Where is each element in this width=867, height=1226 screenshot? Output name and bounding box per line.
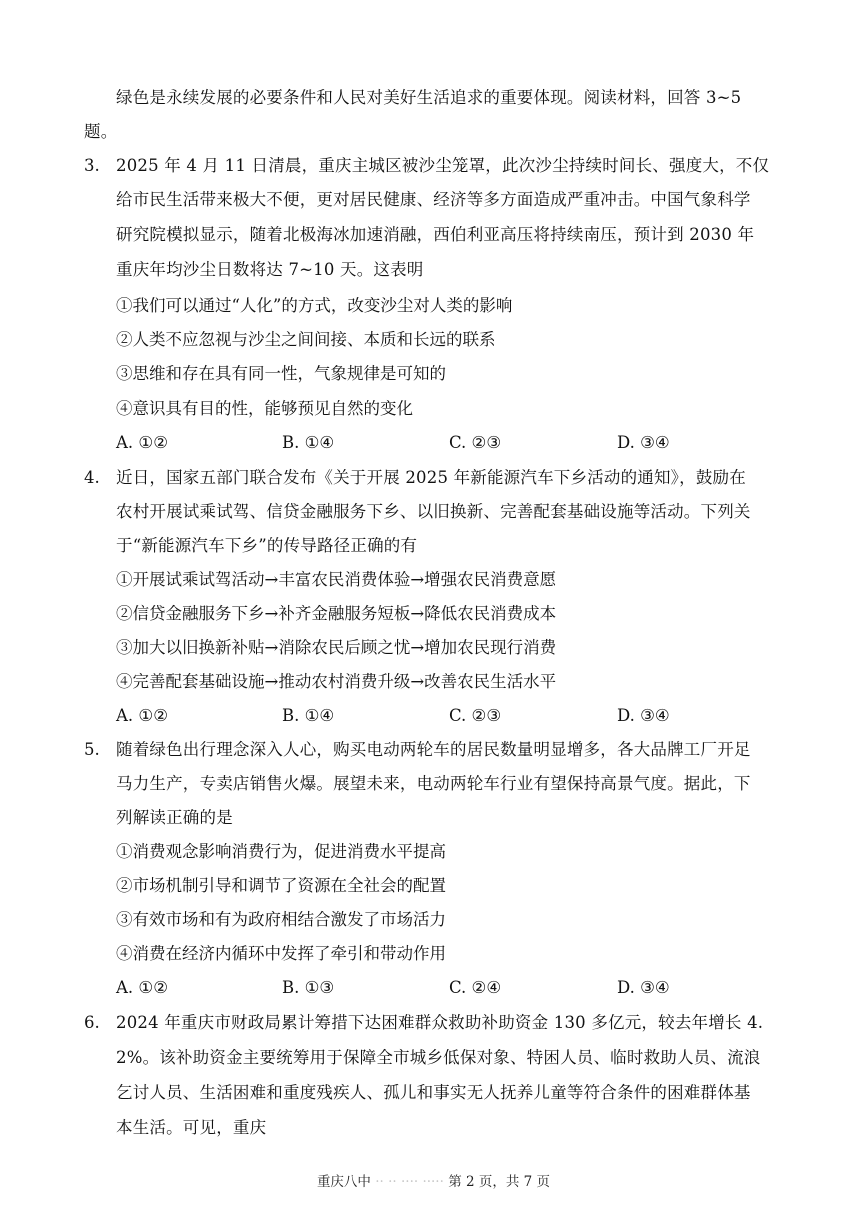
question-text-line: 本生活。可见，重庆 xyxy=(116,1118,267,1137)
statement-3: ③有效市场和有为政府相结合激发了市场活力 xyxy=(116,910,446,929)
statement-1: ①我们可以通过“人化”的方式，改变沙尘对人类的影响 xyxy=(116,296,513,315)
question-text-line: 研究院模拟显示，随着北极海冰加速消融，西伯利亚高压将持续南压，预计到 2030 年 xyxy=(116,225,755,244)
question-number: 5. xyxy=(84,740,100,759)
footer-page-number: 第 2 页，共 7 页 xyxy=(448,1174,551,1190)
choice-c: C. ②③ xyxy=(449,706,502,725)
statement-2: ②市场机制引导和调节了资源在全社会的配置 xyxy=(116,876,446,895)
statement-1: ①开展试乘试驾活动→丰富农民消费体验→增强农民消费意愿 xyxy=(116,570,557,589)
question-text-line: 列解读正确的是 xyxy=(116,808,233,827)
question-text-line: 马力生产，专卖店销售火爆。展望未来，电动两轮车行业有望保持高景气度。据此，下 xyxy=(116,774,751,793)
choice-c: C. ②③ xyxy=(449,433,502,452)
statement-4: ④完善配套基础设施→推动农村消费升级→改善农民生活水平 xyxy=(116,672,557,691)
choice-a: A. ①② xyxy=(116,433,168,452)
statement-2: ②信贷金融服务下乡→补齐金融服务短板→降低农民消费成本 xyxy=(116,604,557,623)
choice-b: B. ①③ xyxy=(282,978,335,997)
question-text-line: 重庆年均沙尘日数将达 7~10 天。这表明 xyxy=(116,260,424,279)
question-text-line: 于“新能源汽车下乡”的传导路径正确的有 xyxy=(116,536,418,555)
statement-2: ②人类不应忽视与沙尘之间间接、本质和长远的联系 xyxy=(116,330,496,349)
intro-line-2: 题。 xyxy=(84,122,118,141)
choice-b: B. ①④ xyxy=(282,433,335,452)
question-text-line: 随着绿色出行理念深入人心，购买电动两轮车的居民数量明显增多，各大品牌工厂开足 xyxy=(116,740,751,759)
question-text-line: 给市民生活带来极大不便，更对居民健康、经济等多方面造成严重冲击。中国气象科学 xyxy=(116,190,751,209)
choice-a: A. ①② xyxy=(116,706,168,725)
intro-line-1: 绿色是永续发展的必要条件和人民对美好生活追求的重要体现。阅读材料，回答 3~5 xyxy=(116,88,742,107)
choice-b: B. ①④ xyxy=(282,706,335,725)
question-text-line: 乞讨人员、生活困难和重度残疾人、孤儿和事实无人抚养儿童等符合条件的困难群体基 xyxy=(116,1083,751,1102)
statement-4: ④意识具有目的性，能够预见自然的变化 xyxy=(116,399,413,418)
page-footer xyxy=(0,1173,867,1191)
question-text-line: 近日，国家五部门联合发布《关于开展 2025 年新能源汽车下乡活动的通知》，鼓励在 xyxy=(116,468,746,487)
choice-c: C. ②④ xyxy=(449,978,502,997)
choice-d: D. ③④ xyxy=(617,706,670,725)
choice-d: D. ③④ xyxy=(617,978,670,997)
statement-3: ③思维和存在具有同一性，气象规律是可知的 xyxy=(116,364,446,383)
footer-school: 重庆八中 xyxy=(316,1174,371,1190)
question-number: 3. xyxy=(84,156,100,175)
choice-a: A. ①② xyxy=(116,978,168,997)
statement-1: ①消费观念影响消费行为，促进消费水平提高 xyxy=(116,842,446,861)
statement-4: ④消费在经济内循环中发挥了牵引和带动作用 xyxy=(116,944,446,963)
footer-faded-text: ·· ·· ···· ····· xyxy=(375,1174,444,1190)
question-number: 4. xyxy=(84,468,100,487)
question-text-line: 2%。该补助资金主要统筹用于保障全市城乡低保对象、特困人员、临时救助人员、流浪 xyxy=(116,1048,761,1067)
choice-d: D. ③④ xyxy=(617,433,670,452)
statement-3: ③加大以旧换新补贴→消除农民后顾之忧→增加农民现行消费 xyxy=(116,638,557,657)
question-text-line: 农村开展试乘试驾、信贷金融服务下乡、以旧换新、完善配套基础设施等活动。下列关 xyxy=(116,502,751,521)
question-number: 6. xyxy=(84,1013,100,1032)
question-text-line: 2025 年 4 月 11 日清晨，重庆主城区被沙尘笼罩，此次沙尘持续时间长、强度大，不仅 xyxy=(116,156,770,175)
question-text-line: 2024 年重庆市财政局累计筹措下达困难群众救助补助资金 130 多亿元，较去年增长 4. xyxy=(116,1013,764,1032)
